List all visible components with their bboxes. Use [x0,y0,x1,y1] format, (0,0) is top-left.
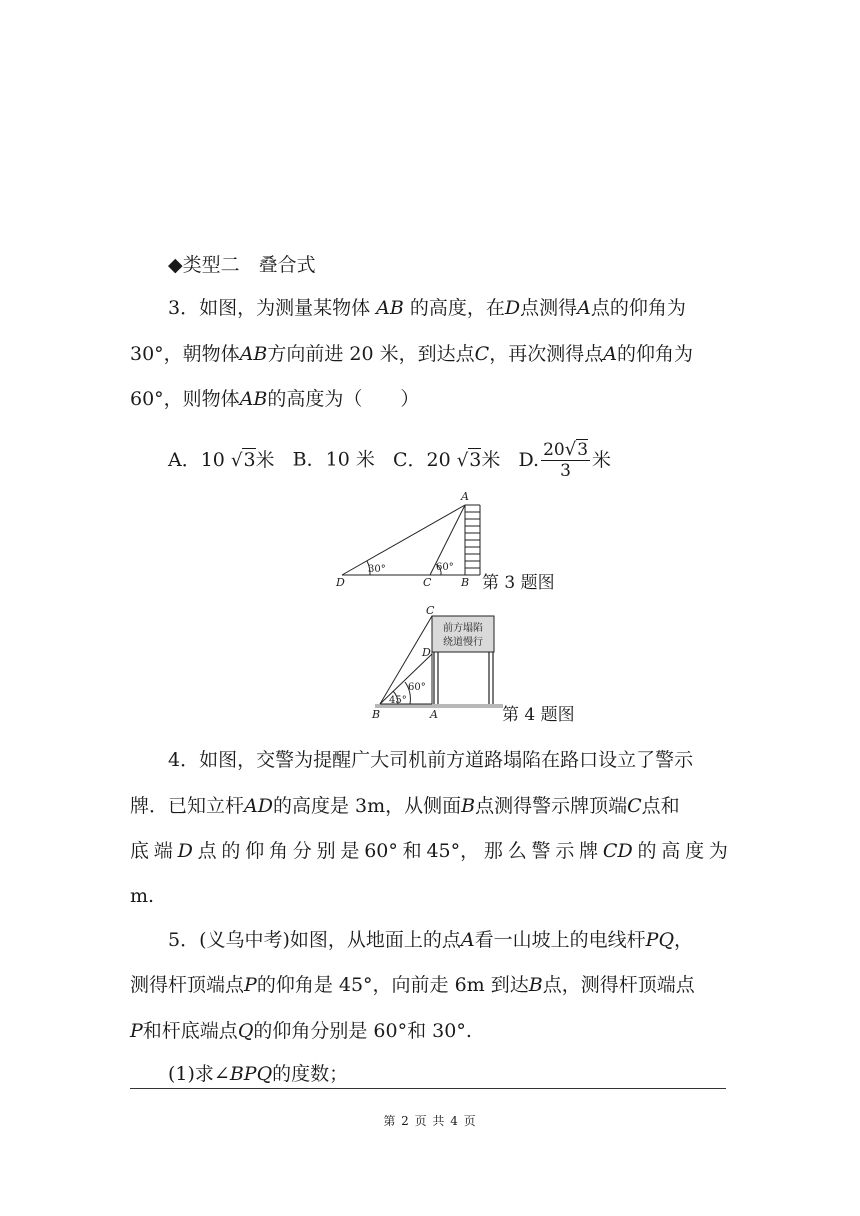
fig3-angle-30: 30° [368,564,386,575]
fig4-label-b: B [372,708,381,721]
q3-line-1: 3．如图，为测量某物体 AB 的高度，在D点测得A点的仰角为 [168,297,686,319]
q3-options [168,440,768,481]
option-a: A．10 √3米 [168,448,275,471]
q5-line-3: P和杆底端点Q的仰角分别是 60°和 30°. [130,1020,472,1042]
fig3-label-c: C [423,576,432,589]
q3-line-2: 30°，朝物体AB方向前进 20 米，到达点C，再次测得点A的仰角为 [130,343,693,365]
figure-3-diagram [330,488,490,588]
option-b: B．10 米 [292,448,375,471]
q3-line-3: 60°，则物体AB的高度为（ ） [130,388,420,410]
figure-3-caption: 第 3 题图 [482,573,555,593]
q5-sub-1: (1)求∠BPQ的度数； [168,1063,349,1085]
q5-line-2: 测得杆顶端点P的仰角是 45°，向前走 6m 到达B点，测得杆顶端点 [130,974,695,996]
fig4-angle-60: 60° [408,682,426,693]
q5-line-1: 5．(义乌中考)如图，从地面上的点A看一山坡上的电线杆PQ， [168,929,694,951]
section-title: 类型二 叠合式 [182,254,316,276]
option-c: C．20 √3米 [392,448,501,471]
figure-4-diagram [370,604,505,722]
q4-line-4: m. [130,885,155,907]
figure-4-caption: 第 4 题图 [502,705,575,725]
q4-line-1: 4．如图，交警为提醒广大司机前方道路塌陷在路口设立了警示 [168,749,694,771]
q4-line-2: 牌．已知立杆AD的高度是 3m，从侧面B点测得警示牌顶端C点和 [130,795,680,817]
fig4-label-d: D [422,646,431,659]
footer-divider [130,1088,726,1089]
fig3-label-d: D [336,576,345,589]
option-d: D. $\frac{20√3}{3}$ 米 [518,439,612,481]
sign-line-2: 绕道慢行 [443,637,483,648]
diamond-marker-icon: ◆ [168,254,183,276]
fig3-label-a: A [461,490,469,503]
fig4-label-c: C [426,604,435,617]
fig4-label-a: A [430,708,438,721]
fig3-angle-60: 60° [436,562,454,573]
q4-line-3: 底 端 D 点 的 仰 角 分 别 是 60° 和 45°， 那 么 警 示 牌 CD 的 高 度 为 [130,840,728,862]
fig3-label-b: B [461,576,470,589]
sign-line-1: 前方塌陷 [443,623,483,634]
section-heading [168,252,768,278]
fig4-angle-45: 45° [389,695,407,706]
ladder-rungs [465,512,480,568]
page-footer: 第 2 页 共 4 页 [383,1114,477,1128]
